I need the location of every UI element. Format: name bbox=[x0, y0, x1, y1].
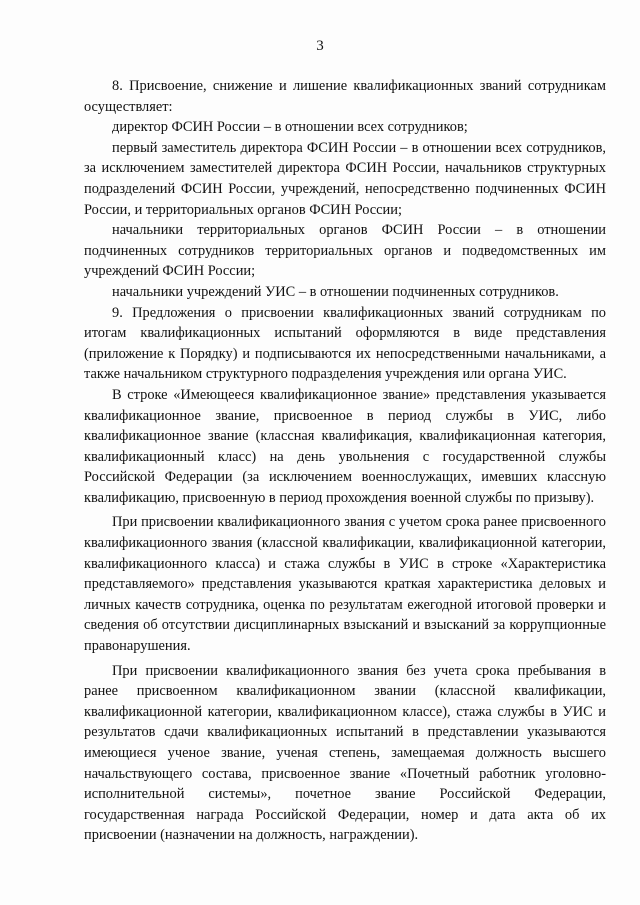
paragraph-9-proposals: 9. Предложения о присвоении квалификационных званий сотрудникам по итогам квалификационных испытаний оформляются в виде представления (приложение к Порядку) и подписываются их непосредственными начальниками, а также начальником структурного подразделения учреждения или органа УИС. bbox=[84, 304, 606, 383]
page-number: 3 bbox=[316, 38, 324, 54]
paragraph-existing-title-line: В строке «Имеющееся квалификационное звание» представления указывается квалификационное звание, присвоенное в период службы в УИС, либо квалификационное звание (классная квалификация, квалификационная категория, квалификационный класс) на день увольнения с государственной службы Российской Федерации (за исключением военнослужащих, имевших классную квалификацию, присвоенную в период прохождения военной службы по призыву). bbox=[84, 386, 606, 506]
paragraph-with-term: При присвоении квалификационного звания с учетом срока ранее присвоенного квалификационного звания (классной квалификации, квалификационной категории, квалификационного класса) и стажа службы в УИС в строке «Характеристика представляемого» представления указываются краткая характеристика деловых и личных качеств сотрудника, оценка по результатам ежегодной итоговой проверки и сведения об отсутствии дисциплинарных взысканий и взысканий за коррупционные правонарушения. bbox=[84, 514, 606, 655]
paragraph-territorial-heads: начальники территориальных органов ФСИН России – в отношении подчиненных сотрудников территориальных органов и подведомственных им учреждений ФСИН России; bbox=[84, 222, 606, 280]
document-body bbox=[84, 76, 606, 846]
paragraph-first-deputy: первый заместитель директора ФСИН России – в отношении всех сотрудников, за исключением заместителей директора ФСИН России, начальников структурных подразделений ФСИН России, учреждений, непосредственно подчиненных ФСИН России, и территориальных органов ФСИН России; bbox=[84, 139, 606, 218]
paragraph-without-term: При присвоении квалификационного звания без учета срока пребывания в ранее присвоенном квалификационном звании (классной квалификации, квалификационной категории, квалификационном классе), стажа службы в УИС и результатов сдачи квалификационных испытаний в представлении указываются имеющиеся ученое звание, ученая степень, замещаемая должность высшего начальствующего состава, присвоенное звание «Почетный работник уголовно-исполнительной системы», почетное звание Российской Федерации, государственная награда Российской Федерации, номер и дата акта об их присвоении (назначении на должность, награждении). bbox=[84, 662, 606, 844]
paragraph-8-intro: 8. Присвоение, снижение и лишение квалификационных званий сотрудникам осуществляет: bbox=[84, 78, 606, 115]
paragraph-director: директор ФСИН России – в отношении всех сотрудников; bbox=[112, 119, 468, 136]
paragraph-institution-heads: начальники учреждений УИС – в отношении подчиненных сотрудников. bbox=[112, 283, 559, 300]
